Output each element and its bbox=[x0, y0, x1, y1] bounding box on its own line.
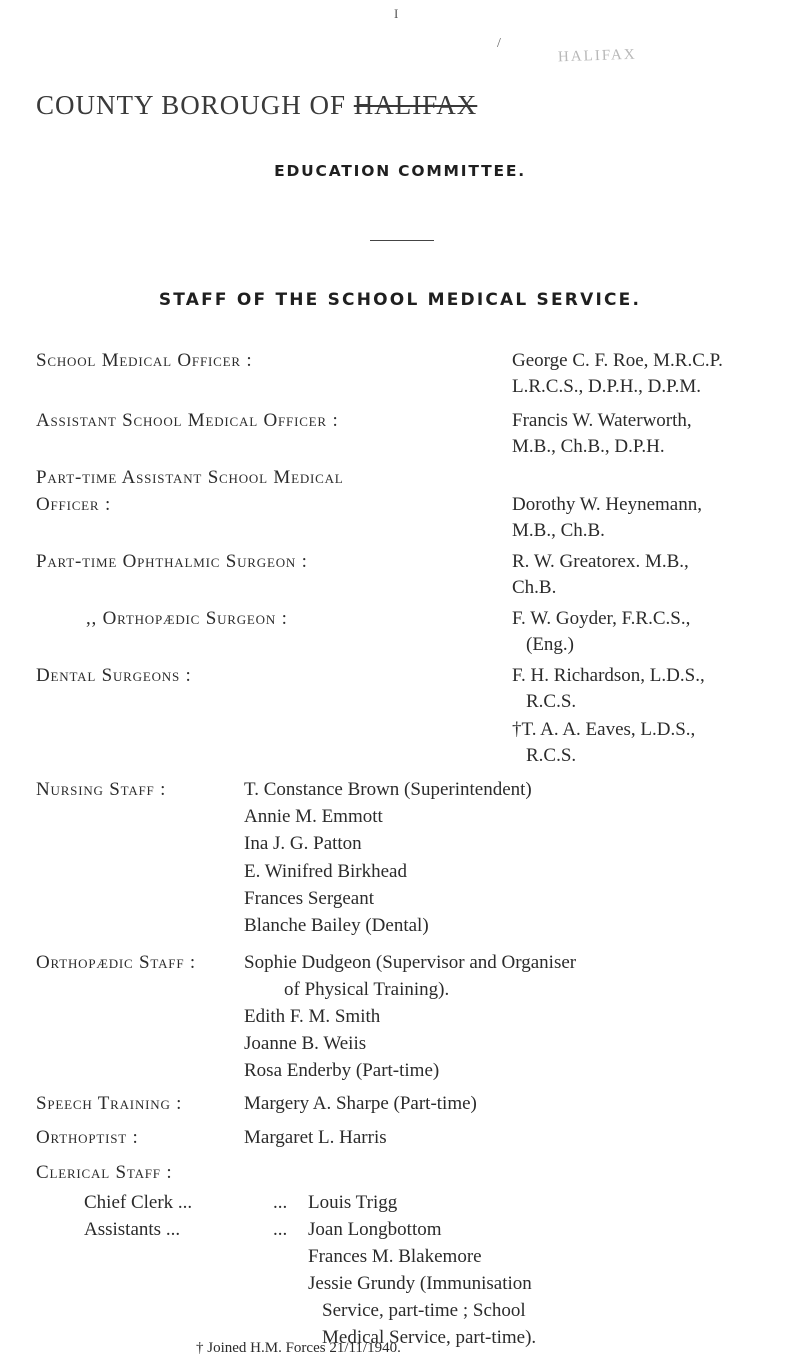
staff-member: Edith F. M. Smith bbox=[244, 1006, 381, 1027]
officer-name: F. W. Goyder, F.R.C.S., bbox=[512, 608, 691, 629]
staff-member-cont: of Physical Training). bbox=[284, 979, 450, 1000]
staff-member-cont: Service, part-time ; School bbox=[322, 1300, 526, 1321]
officer-qualifications: M.B., Ch.B. bbox=[512, 520, 605, 541]
title-place: HALIFAX bbox=[353, 90, 478, 120]
title-county-borough: COUNTY BOROUGH bbox=[36, 90, 302, 120]
title-of: OF bbox=[309, 90, 347, 120]
orthoptist-label: Orthoptist : bbox=[36, 1127, 139, 1148]
page-number: I bbox=[394, 6, 399, 21]
chief-clerk-label: Chief Clerk ... bbox=[84, 1192, 193, 1213]
officer-qualifications: M.B., Ch.B., D.P.H. bbox=[512, 436, 665, 457]
officer-name: F. H. Richardson, L.D.S., bbox=[512, 665, 705, 686]
officer-qualifications: (Eng.) bbox=[526, 634, 575, 655]
document-title bbox=[36, 90, 477, 121]
assistants-label: Assistants ... bbox=[84, 1219, 181, 1240]
officer-name: R. W. Greatorex. M.B., bbox=[512, 551, 689, 572]
staff-member: Louis Trigg bbox=[308, 1192, 398, 1213]
officer-qualifications: Ch.B. bbox=[512, 577, 557, 598]
officer-name: Dorothy W. Heynemann, bbox=[512, 494, 702, 515]
staff-member: Joanne B. Weiis bbox=[244, 1033, 367, 1054]
officer-qualifications: R.C.S. bbox=[526, 691, 577, 712]
footnote: † Joined H.M. Forces 21/11/1940. bbox=[196, 1340, 401, 1356]
staff-member: Frances Sergeant bbox=[244, 888, 374, 909]
speech-training-label: Speech Training : bbox=[36, 1093, 183, 1114]
officer-label-part-time-assistant-cont: Officer : bbox=[36, 494, 112, 515]
committee-heading: EDUCATION COMMITTEE. bbox=[274, 162, 526, 180]
officer-qualifications: R.C.S. bbox=[526, 745, 577, 766]
section-heading: STAFF OF THE SCHOOL MEDICAL SERVICE. bbox=[158, 290, 642, 310]
staff-member: Margery A. Sharpe (Part-time) bbox=[244, 1093, 477, 1114]
staff-member: Rosa Enderby (Part-time) bbox=[244, 1060, 440, 1081]
officer-label-orthopaedic-surgeon: ,, Orthopædic Surgeon : bbox=[86, 608, 288, 629]
staff-member: Margaret L. Harris bbox=[244, 1127, 387, 1148]
staff-member: Jessie Grundy (Immunisation bbox=[308, 1273, 532, 1294]
leader-dots: ... bbox=[273, 1219, 288, 1240]
staff-member: E. Winifred Birkhead bbox=[244, 861, 407, 882]
divider bbox=[370, 240, 434, 241]
staff-member: Ina J. G. Patton bbox=[244, 833, 362, 854]
clerical-staff-label: Clerical Staff : bbox=[36, 1162, 173, 1183]
officer-label-ophthalmic-surgeon: Part-time Ophthalmic Surgeon : bbox=[36, 551, 308, 572]
officer-label-dental-surgeons: Dental Surgeons : bbox=[36, 665, 192, 686]
staff-member: Blanche Bailey (Dental) bbox=[244, 915, 429, 936]
staff-member: Sophie Dudgeon (Supervisor and Organiser bbox=[244, 952, 577, 973]
officer-name: Francis W. Waterworth, bbox=[512, 410, 692, 431]
officer-label-school-medical-officer: School Medical Officer : bbox=[36, 350, 253, 371]
staff-member-cont: Medical Service, part-time). bbox=[322, 1327, 537, 1348]
leader-dots: ... bbox=[273, 1192, 288, 1213]
officer-label-assistant-school-medical-officer: Assistant School Medical Officer : bbox=[36, 410, 339, 431]
staff-member: Annie M. Emmott bbox=[244, 806, 383, 827]
officer-label-part-time-assistant: Part-time Assistant School Medical bbox=[36, 467, 344, 488]
handwritten-mark: / bbox=[497, 36, 501, 51]
officer-qualifications: L.R.C.S., D.P.H., D.P.M. bbox=[512, 376, 701, 397]
orthopaedic-staff-label: Orthopædic Staff : bbox=[36, 952, 196, 973]
staff-member: Joan Longbottom bbox=[308, 1219, 442, 1240]
staff-member: Frances M. Blakemore bbox=[308, 1246, 482, 1267]
library-stamp: HALIFAX bbox=[557, 46, 637, 66]
staff-member: T. Constance Brown (Superintendent) bbox=[244, 779, 532, 800]
officer-name: George C. F. Roe, M.R.C.P. bbox=[512, 350, 723, 371]
officer-name: †T. A. A. Eaves, L.D.S., bbox=[512, 719, 696, 740]
nursing-staff-label: Nursing Staff : bbox=[36, 779, 167, 800]
